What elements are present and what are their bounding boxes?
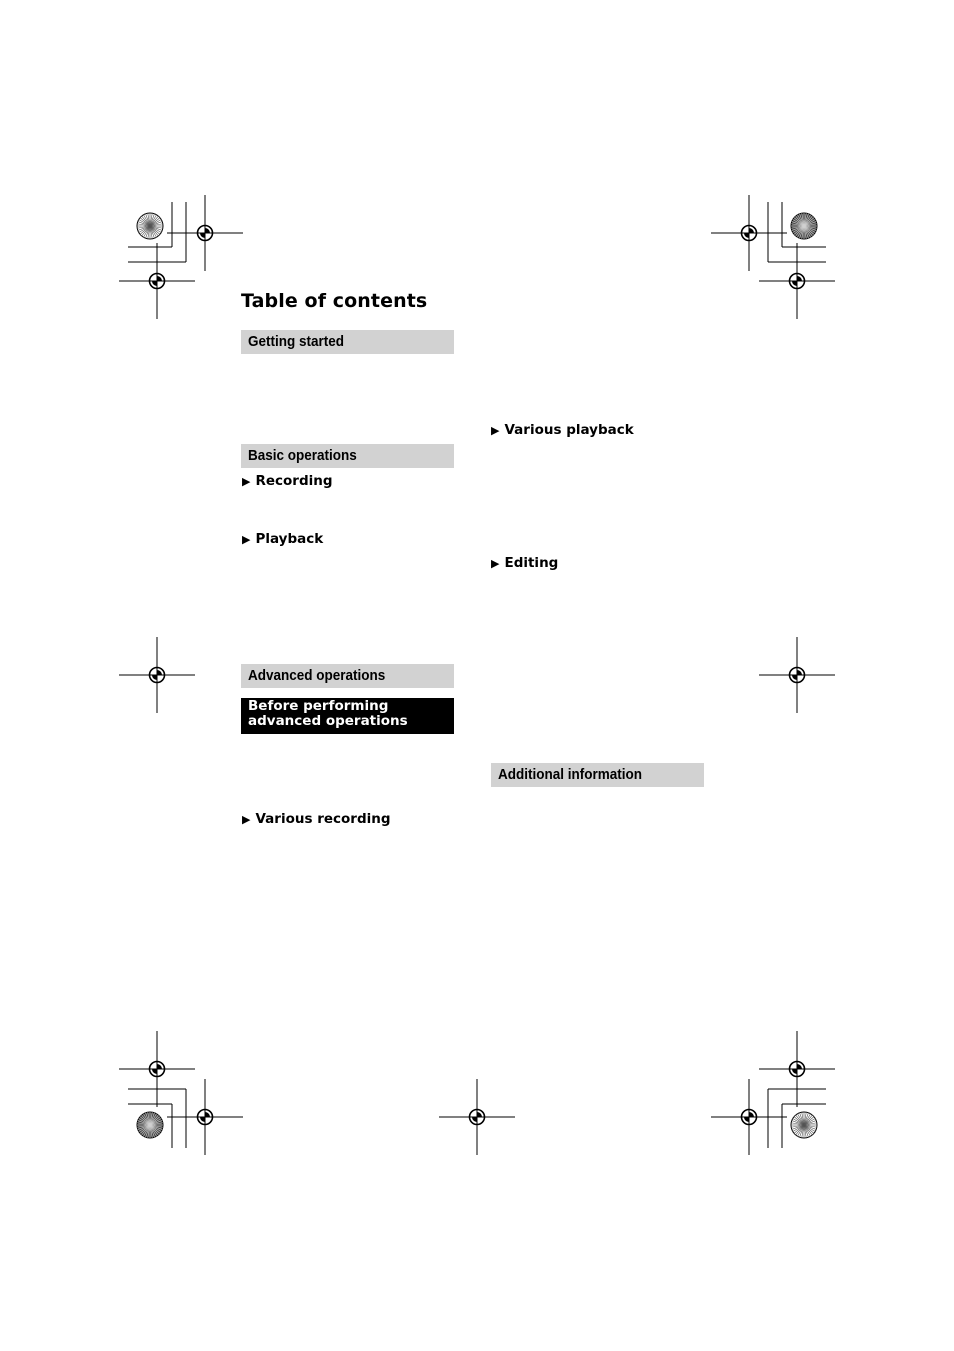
registration-target-icon [711, 1079, 787, 1155]
page-title: Table of contents [241, 290, 428, 312]
color-star-target-icon [137, 1112, 163, 1138]
triangle-bullet-icon: ▶ [491, 423, 500, 437]
registration-target-icon [759, 243, 835, 319]
triangle-bullet-icon: ▶ [242, 474, 251, 488]
section-heading-basic-operations: Basic operations [241, 444, 454, 468]
section-heading-getting-started: Getting started [241, 330, 454, 354]
registration-target-icon [167, 1079, 243, 1155]
color-star-target-icon [137, 213, 163, 239]
registration-target-icon [759, 637, 835, 713]
registration-target-icon [167, 195, 243, 271]
registration-target-icon [119, 243, 195, 319]
subsection-editing: ▶ Editing [491, 555, 559, 571]
color-star-target-icon [791, 213, 817, 239]
triangle-bullet-icon: ▶ [242, 812, 251, 826]
color-star-target-icon [791, 1112, 817, 1138]
subsection-various-playback: ▶ Various playback [491, 422, 634, 438]
registration-target-icon [711, 195, 787, 271]
triangle-bullet-icon: ▶ [491, 556, 500, 570]
section-heading-before-advanced-operations: Before performing advanced operations [241, 698, 454, 734]
subsection-recording: ▶ Recording [242, 473, 333, 489]
subsection-playback: ▶ Playback [242, 531, 324, 547]
registration-target-icon [439, 1079, 515, 1155]
registration-target-icon [759, 1031, 835, 1107]
triangle-bullet-icon: ▶ [242, 532, 251, 546]
section-heading-advanced-operations: Advanced operations [241, 664, 454, 688]
subsection-various-recording: ▶ Various recording [242, 811, 391, 827]
registration-target-icon [119, 637, 195, 713]
registration-target-icon [119, 1031, 195, 1107]
section-heading-additional-information: Additional information [491, 763, 704, 787]
